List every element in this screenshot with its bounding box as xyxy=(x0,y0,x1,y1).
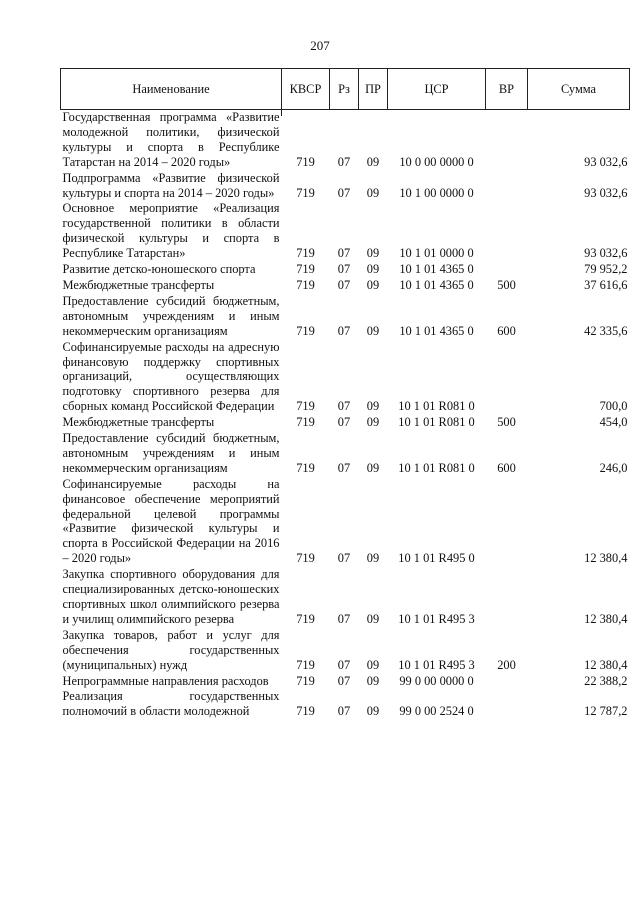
table-row xyxy=(61,431,630,477)
row-rz: 07 xyxy=(337,657,351,672)
row-name: Предоставление субсидий бюджетным, автономным учреждениям и иным некоммерческим организациям xyxy=(62,431,280,475)
table-row xyxy=(61,477,630,567)
row-csr: 10 1 01 4365 0 xyxy=(399,323,474,338)
table-header-row xyxy=(61,69,630,110)
row-pr: 09 xyxy=(366,704,380,719)
header-sum: Сумма xyxy=(528,69,630,110)
row-vr: 200 xyxy=(497,657,516,672)
row-sum: 93 032,6 xyxy=(584,154,628,169)
header-pr: ПР xyxy=(359,69,388,110)
row-kvsr: 719 xyxy=(296,154,315,169)
row-vr xyxy=(486,477,528,567)
row-csr: 99 0 00 0000 0 xyxy=(399,673,474,688)
row-rz: 07 xyxy=(337,185,351,200)
header-kvsr: КВСР xyxy=(282,69,330,110)
header-rz: Рз xyxy=(330,69,359,110)
table-row xyxy=(61,262,630,278)
row-rz: 07 xyxy=(337,460,351,475)
table-row xyxy=(61,415,630,431)
row-kvsr: 719 xyxy=(296,460,315,475)
row-name: Закупка спортивного оборудования для специализированных детско-юношеских спортивных школ олимпийского резерва и училищ олимпийского резерва xyxy=(62,567,280,626)
row-name: Непрограммные направления расходов xyxy=(62,673,269,688)
row-sum: 79 952,2 xyxy=(584,262,628,277)
table-row xyxy=(61,689,630,720)
row-rz: 07 xyxy=(337,673,351,688)
row-kvsr: 719 xyxy=(296,673,315,688)
row-name: Межбюджетные трансферты xyxy=(62,415,215,430)
table-row xyxy=(61,628,630,674)
budget-table xyxy=(60,68,630,720)
row-vr xyxy=(486,171,528,202)
row-csr: 10 1 01 R081 0 xyxy=(398,399,475,414)
table-row xyxy=(61,674,630,690)
row-pr: 09 xyxy=(366,415,380,430)
row-csr: 10 1 01 R495 0 xyxy=(398,551,475,566)
row-kvsr: 719 xyxy=(296,323,315,338)
table-row xyxy=(61,340,630,416)
row-name: Софинансируемые расходы на финансовое обеспечение мероприятий федеральной целевой программы «Развитие физической культуры и спорта в Российской Федерации на 2016 – 2020 годы» xyxy=(62,476,280,566)
row-pr: 09 xyxy=(366,551,380,566)
row-name: Межбюджетные трансферты xyxy=(62,277,215,292)
row-kvsr: 719 xyxy=(296,415,315,430)
row-rz: 07 xyxy=(337,262,351,277)
row-pr: 09 xyxy=(366,185,380,200)
table-row xyxy=(61,278,630,294)
row-name: Подпрограмма «Развитие физической культуры и спорта на 2014 – 2020 годы» xyxy=(62,170,280,200)
row-sum: 454,0 xyxy=(599,415,628,430)
row-pr: 09 xyxy=(366,323,380,338)
row-vr xyxy=(486,340,528,416)
row-name: Реализация государственных полномочий в области молодежной xyxy=(62,689,280,719)
row-name: Государственная программа «Развитие молодежной политики, физической культуры и спорта в Республике Татарстан на 2014 – 2020 годы» xyxy=(62,110,280,169)
table-row xyxy=(61,110,630,171)
row-csr: 10 1 01 0000 0 xyxy=(399,246,474,261)
row-sum: 12 380,4 xyxy=(584,657,628,672)
row-sum: 37 616,6 xyxy=(584,277,628,292)
row-sum: 700,0 xyxy=(599,399,628,414)
row-csr: 99 0 00 2524 0 xyxy=(399,704,474,719)
row-kvsr: 719 xyxy=(296,399,315,414)
row-vr xyxy=(486,567,528,628)
row-vr: 500 xyxy=(497,415,516,430)
row-rz: 07 xyxy=(337,611,351,626)
row-csr: 10 1 01 R081 0 xyxy=(398,460,475,475)
table-row xyxy=(61,294,630,340)
row-pr: 09 xyxy=(366,611,380,626)
row-csr: 10 1 01 R081 0 xyxy=(398,415,475,430)
row-sum: 93 032,6 xyxy=(584,246,628,261)
table-row xyxy=(61,171,630,202)
row-pr: 09 xyxy=(366,460,380,475)
table-body xyxy=(61,110,630,721)
row-csr: 10 1 01 4365 0 xyxy=(399,277,474,292)
row-sum: 93 032,6 xyxy=(584,185,628,200)
row-pr: 09 xyxy=(366,673,380,688)
row-vr xyxy=(486,674,528,690)
row-vr: 600 xyxy=(497,323,516,338)
header-name: Наименование xyxy=(61,69,282,110)
page-number: 207 xyxy=(310,38,330,53)
row-rz: 07 xyxy=(337,704,351,719)
row-vr xyxy=(486,201,528,262)
row-pr: 09 xyxy=(366,277,380,292)
row-kvsr: 719 xyxy=(296,246,315,261)
header-vr: ВР xyxy=(486,69,528,110)
row-sum: 12 787,2 xyxy=(584,704,628,719)
row-rz: 07 xyxy=(337,246,351,261)
row-vr xyxy=(486,262,528,278)
row-rz: 07 xyxy=(337,399,351,414)
row-pr: 09 xyxy=(366,154,380,169)
row-csr: 10 1 01 R495 3 xyxy=(398,657,475,672)
row-kvsr: 719 xyxy=(296,185,315,200)
row-name: Предоставление субсидий бюджетным, автономным учреждениям и иным некоммерческим организациям xyxy=(62,293,280,338)
row-sum: 42 335,6 xyxy=(584,323,628,338)
row-kvsr: 719 xyxy=(296,262,315,277)
row-rz: 07 xyxy=(337,551,351,566)
row-rz: 07 xyxy=(337,323,351,338)
row-rz: 07 xyxy=(337,154,351,169)
row-vr: 500 xyxy=(497,277,516,292)
row-vr: 600 xyxy=(497,460,516,475)
row-name: Софинансируемые расходы на адресную финансовую поддержку спортивных организаций, осуществляющих подготовку спортивного резерва для сборных команд Российской Федерации xyxy=(62,339,280,414)
row-name: Закупка товаров, работ и услуг для обеспечения государственных (муниципальных) нужд xyxy=(62,627,280,672)
row-kvsr: 719 xyxy=(296,551,315,566)
row-csr: 10 0 00 0000 0 xyxy=(399,154,474,169)
row-kvsr: 719 xyxy=(296,611,315,626)
table-row xyxy=(61,567,630,628)
row-csr: 10 1 01 R495 3 xyxy=(398,611,475,626)
row-rz: 07 xyxy=(337,415,351,430)
row-pr: 09 xyxy=(366,262,380,277)
row-kvsr: 719 xyxy=(296,704,315,719)
row-sum: 12 380,4 xyxy=(584,551,628,566)
row-rz: 07 xyxy=(337,277,351,292)
row-csr: 10 1 00 0000 0 xyxy=(399,185,474,200)
row-sum: 12 380,4 xyxy=(584,611,628,626)
row-sum: 246,0 xyxy=(599,460,628,475)
header-csr: ЦСР xyxy=(388,69,486,110)
row-vr xyxy=(486,110,528,171)
row-pr: 09 xyxy=(366,399,380,414)
row-vr xyxy=(486,689,528,720)
row-kvsr: 719 xyxy=(296,277,315,292)
row-pr: 09 xyxy=(366,246,380,261)
row-sum: 22 388,2 xyxy=(584,673,628,688)
row-name: Развитие детско-юношеского спорта xyxy=(62,262,256,277)
row-csr: 10 1 01 4365 0 xyxy=(399,262,474,277)
table-row xyxy=(61,201,630,262)
row-kvsr: 719 xyxy=(296,657,315,672)
row-name: Основное мероприятие «Реализация государственной политики в области физической культуры и спорта в Республике Татарстан» xyxy=(62,201,280,261)
row-pr: 09 xyxy=(366,657,380,672)
